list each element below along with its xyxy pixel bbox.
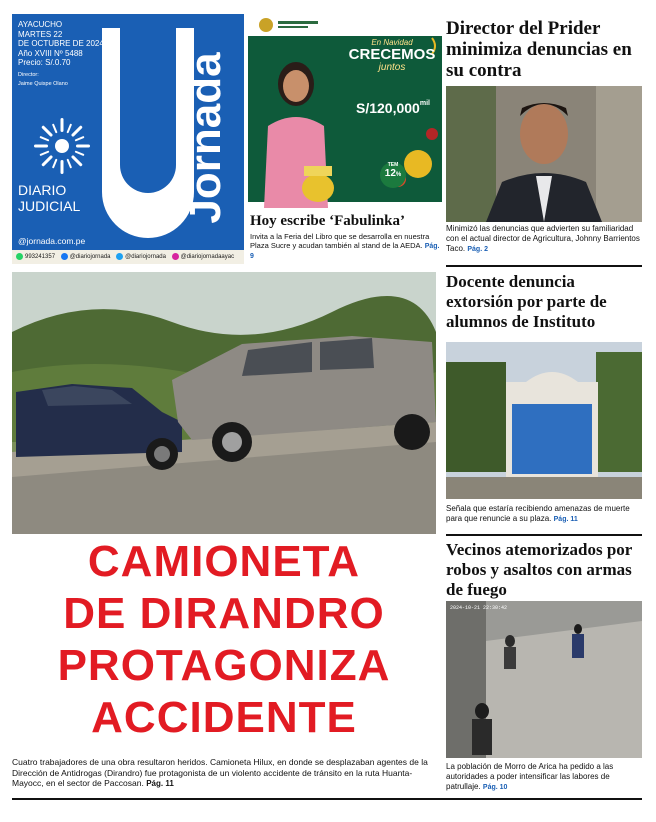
cctv-street-image (446, 601, 642, 758)
ad-rate-label: TEM (387, 162, 399, 168)
vecinos-page[interactable]: Pág. 10 (482, 784, 508, 791)
diario-word: DIARIO (18, 182, 67, 198)
crash-scene-image (12, 272, 436, 534)
logo-wordmark (166, 28, 244, 248)
ad-prize-suffix: mil (419, 100, 430, 107)
city: AYACUCHO (18, 20, 63, 29)
fabulinka-body: Invita a la Feria del Libro que se desarrolla en nuestra Plaza Sucre y acudan también al stand de la AEDA. (250, 232, 430, 250)
ad-woman-image (258, 56, 334, 208)
docente-photo (446, 342, 642, 499)
twitter-icon (116, 253, 123, 260)
main-headline-line1: CAMIONETA (87, 537, 361, 586)
main-lead-text: Cuatro trabajadores de una obra resultaron heridos. Camioneta Hilux, en donde se desplazaban agentes de la Dirección de Antidrogas (Dirandro) fue protagonista de un violento accidente de tránsito en la ruta Huanta- Mayocc, en el sector de Paccosan. (12, 757, 428, 788)
prider-page[interactable]: Pág. 2 (467, 246, 488, 253)
prider-caption (446, 224, 642, 255)
instagram-icon (172, 253, 179, 260)
docente-headline[interactable]: Docente denuncia extorsión por parte de alumnos de Instituto (446, 272, 607, 331)
docente-page[interactable]: Pág. 11 (553, 516, 578, 523)
bank-advertisement[interactable] (248, 14, 442, 211)
vecinos-caption-text: La población de Morro de Arica ha pedido a las autoridades a poder intensificar las labores de patrullaje. (446, 762, 614, 791)
divider (446, 534, 642, 536)
whatsapp-icon (16, 253, 23, 260)
judicial-word: JUDICIAL (18, 198, 81, 214)
prider-headline[interactable]: Director del Prider minimiza denuncias en su contra (446, 18, 632, 81)
prider-caption-text: Minimizó las denuncias que advierten su familiaridad con el actual director de Agricultura, Johnny Barrientos Taco. (446, 224, 640, 253)
ad-rate-badge (380, 162, 406, 188)
main-headline-line4: ACCIDENTE (91, 693, 357, 742)
main-headline[interactable] (12, 536, 436, 744)
fabulinka-title[interactable]: Hoy escribe ‘Fabulinka’ (250, 213, 406, 229)
social-bar (12, 250, 244, 264)
diario-judicial (18, 182, 80, 214)
vecinos-photo (446, 601, 642, 758)
docente-caption (446, 504, 642, 525)
vecinos-caption (446, 762, 642, 793)
masthead-meta (18, 20, 104, 90)
ad-title: CRECEMOS (348, 46, 436, 63)
facebook-handle[interactable]: @diariojornada (69, 254, 111, 260)
ad-rate-unit: % (395, 172, 402, 178)
fabulinka-page[interactable]: Pág. 9 (250, 243, 440, 260)
director-label: Director: (18, 71, 39, 78)
sun-logo-icon (30, 114, 94, 178)
ad-prize-amount: S/120,000 (356, 100, 420, 116)
main-photo (12, 272, 436, 534)
ad-subtitle: juntos (378, 62, 406, 73)
price: Precio: S/.0.70 (18, 58, 71, 67)
phone: 993241357 (25, 254, 56, 260)
facebook-icon (61, 253, 68, 260)
instagram-handle[interactable]: @diariojornadaayac (180, 254, 235, 260)
date-line2: DE OCTUBRE DE 2024 (18, 39, 104, 48)
logo-word: Jornada (181, 52, 230, 224)
edition: Año XVIII Nº 5488 (18, 48, 83, 58)
ad-rate: 12 (384, 168, 396, 179)
vecinos-headline[interactable]: Vecinos atemorizados por robos y asaltos con armas de fuego (446, 540, 633, 599)
docente-caption-text: Señala que estaría recibiendo amenazas de muerte para que renuncie a su plaza. (446, 504, 630, 523)
masthead (12, 14, 244, 264)
man-portrait-image (446, 86, 642, 222)
fabulinka-text (250, 232, 440, 261)
main-headline-line3: PROTAGONIZA (57, 641, 391, 690)
ad-heading (344, 38, 440, 73)
cctv-timestamp: 2024-10-21 22:30:42 (450, 605, 508, 611)
director-name: Jaime Quispe Olano (18, 81, 68, 87)
footer-rule (12, 798, 642, 800)
twitter-handle[interactable]: @diariojornada (125, 254, 166, 260)
prider-photo (446, 86, 642, 222)
divider (446, 265, 642, 267)
ad-kicker: En Navidad (371, 38, 413, 47)
main-lead (12, 757, 440, 790)
main-page[interactable]: Pág. 11 (146, 779, 174, 788)
date-line1: MARTES 22 (18, 29, 63, 39)
institute-gate-image (446, 342, 642, 499)
main-headline-line2: DE DIRANDRO (63, 589, 385, 638)
website-link[interactable]: @jornada.com.pe (18, 236, 86, 246)
ad-prize (356, 100, 430, 116)
